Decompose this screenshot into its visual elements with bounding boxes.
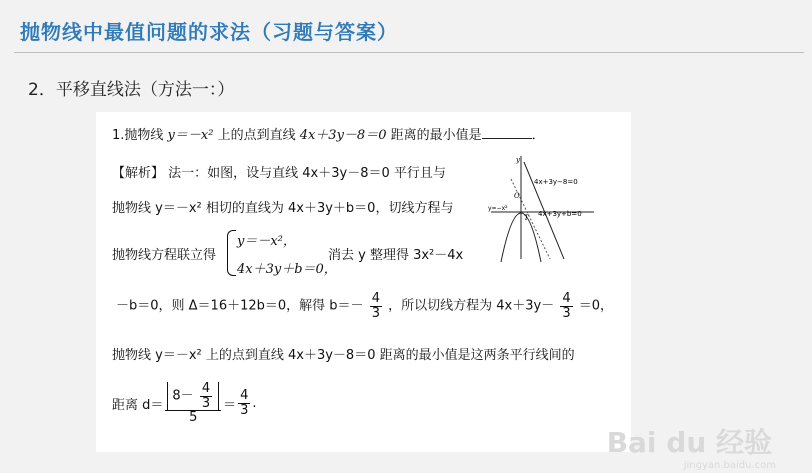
distance-result-den: 3 [240,402,249,418]
analysis-text-3b: 消去 y 整理得 3x²－4x [328,248,464,263]
analysis-line-1 [112,162,446,181]
distance-inner-num: 4 [201,381,211,396]
distance-result-num: 4 [240,388,249,404]
analysis-line-4 [116,292,613,320]
system-eq-2-text: 4x＋3y＋b＝0， [237,262,337,277]
answer-blank [482,126,532,139]
system-brace [227,230,236,276]
question-middle: 上的点到直线 [213,128,300,143]
distance-end: . [252,395,257,411]
system-eq-1-text: y＝－x²， [237,234,296,249]
distance-numerator [165,382,221,411]
question-parabola: y＝－x² [167,128,214,143]
system-equation-2 [237,258,337,277]
watermark-url: jingyan.baidu.com [683,460,776,471]
distance-equals: ＝ [223,397,237,413]
line2-label: 4x+3y+b=0 [538,210,582,218]
absolute-value [167,382,219,410]
analysis-text-4b: ，所以切线方程为 4x＋3y－ [388,298,555,314]
question-line [112,124,545,143]
analysis-line-2 [112,197,453,216]
watermark-logo: Bai du 经验 [606,426,772,459]
fraction-tangent [560,292,572,320]
slide-title: 抛物线中最值问题的求法（习题与答案） [20,20,398,44]
analysis-text-4a: －b＝0，则 Δ＝16＋12b＝0，解得 b＝－ [116,298,364,314]
question-end: ． [531,128,545,143]
analysis-text-4c: ＝0， [578,298,614,314]
system-equation-1 [237,230,296,249]
distance-fraction [165,382,221,425]
question-suffix: 距离的最小值是 [386,128,482,143]
line-tangent [511,179,550,259]
distance-inner-den: 3 [201,395,211,411]
parabola-label: y=−x² [488,205,508,212]
analysis-text-2: 抛物线 y＝－x² 相切的直线为 4x＋3y＋b＝0，切线方程与 [112,201,454,216]
origin-label: O [514,192,520,200]
distance-inner-fraction [200,382,212,410]
analysis-text-1: 法一：如图，设与直线 4x＋3y－8＝0 平行且与 [168,166,446,181]
distance-num-a: 8－ [172,388,194,404]
fraction-tangent-num: 4 [562,291,571,306]
analysis-line-3b [328,244,463,263]
tangent-point-label: T [524,214,529,222]
parabola-diagram [486,154,596,264]
problem-card [96,112,631,452]
analysis-line-3 [112,244,216,263]
question-line-eq: 4x＋3y－8＝0 [299,128,387,143]
question-prefix: 1.抛物线 [112,128,168,143]
line1-label: 4x+3y−8=0 [534,178,578,186]
analysis-line-5 [112,344,575,363]
fraction-tangent-den: 3 [562,305,571,321]
fraction-b-num: 4 [371,291,380,306]
analysis-line-6 [112,382,257,425]
analysis-label: 【解析】 [112,166,165,181]
analysis-text-3a: 抛物线方程联立得 [112,248,217,263]
y-axis-label: y [516,156,520,164]
section-heading: 2．平移直线法（方法一：） [28,80,235,100]
distance-denominator: 5 [189,410,198,426]
distance-result [238,389,250,417]
fraction-b-den: 3 [371,305,380,321]
analysis-text-5: 抛物线 y＝－x² 上的点到直线 4x＋3y－8＝0 距离的最小值是这两条平行线间的 [112,348,575,363]
title-divider [14,52,804,53]
fraction-b [370,292,382,320]
distance-label: 距离 d＝ [112,397,164,413]
